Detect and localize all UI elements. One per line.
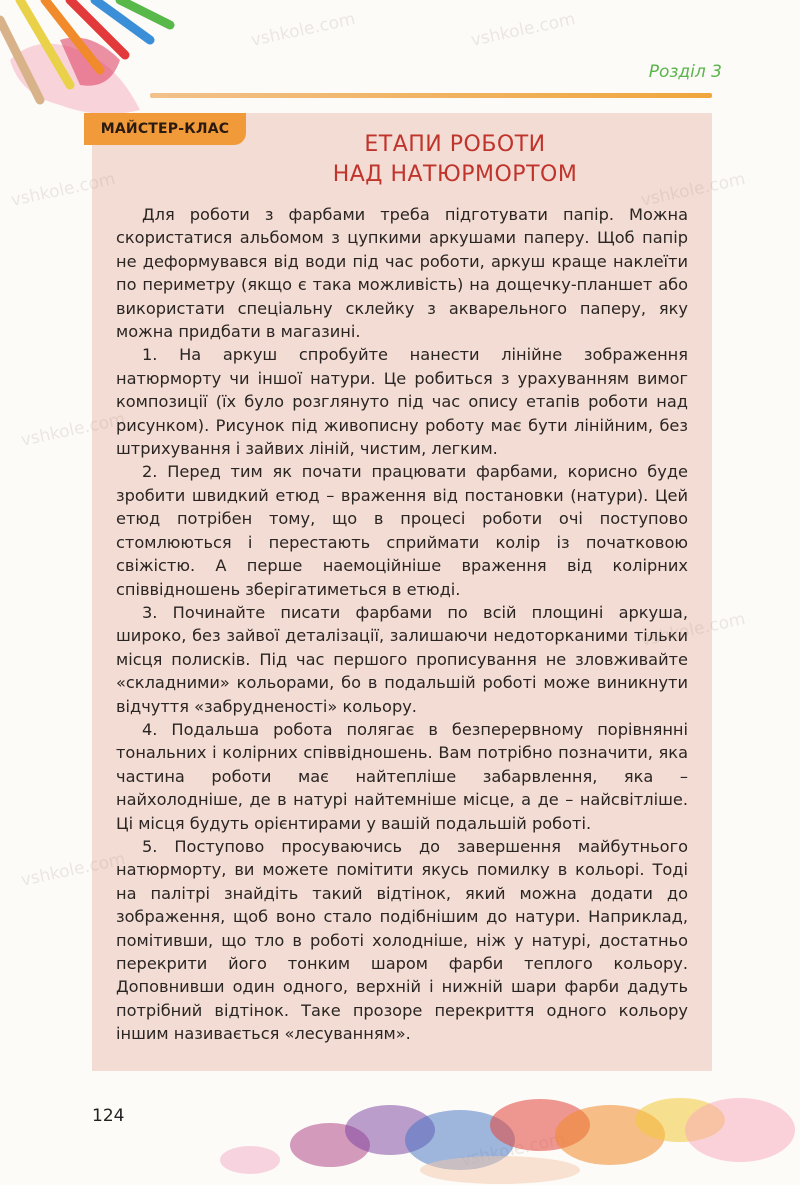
watermark: vshkole.com (249, 9, 358, 51)
pencils-illustration (0, 0, 190, 130)
header-rule (150, 93, 712, 98)
watermark: vshkole.com (19, 849, 128, 891)
paint-splash-decoration (0, 1090, 800, 1185)
body-text (116, 203, 688, 1046)
paragraph-intro: Для роботи з фарбами треба підготувати папір. Можна скористатися альбомом з цупкими аркушами паперу. Щоб папір не деформувався від води під час роботи, аркуш краще наклеїти по периметру (якщо є така можливість) на дощечку-планшет або використати спеціальну склейку з акварельного паперу, яку можна придбати в магазині. (116, 205, 688, 342)
page-title (250, 130, 660, 190)
section-label: Розділ 3 (648, 62, 722, 82)
title-line-2: НАД НАТЮРМОРТОМ (332, 162, 578, 187)
paragraph-step-3: 3. Починайте писати фарбами по всій площині аркуша, широко, без зайвої деталізації, залишаючи недоторканими тільки місця полисків. Під час першого прописування не зловживайте «складними» кольорами, бо в подальшій роботі може виникнути відчуття «забрудненості» кольору. (116, 602, 688, 716)
watermark: vshkole.com (459, 1129, 568, 1171)
watermark: vshkole.com (469, 9, 578, 51)
watermark: vshkole.com (9, 169, 118, 211)
master-class-tab: МАЙСТЕР-КЛАС (84, 113, 246, 145)
paragraph-step-1: 1. На аркуш спробуйте нанести лінійне зображення натюрморту чи іншої натури. Це робиться з урахуванням вимог композиції (їх було розглянуто під час опису етапів роботи над рисунком). Рисунок під живописну роботу має бути лінійним, без штрихування і зайвих ліній, чистим, легким. (116, 345, 688, 459)
paragraph-step-2: 2. Перед тим як почати працювати фарбами, корисно буде зробити швидкий етюд – враження від постановки (натури). Цей етюд потрібен тому, що в процесі роботи очі поступово стомлюються і перестають сприймати колір із початковою свіжістю. А перше наемоційніше враження від колірних співвідношень зберігатиметься в етюді. (116, 462, 688, 599)
title-line-1: ЕТАПИ РОБОТИ (364, 132, 546, 157)
watermark: vshkole.com (19, 409, 128, 451)
paragraph-step-4: 4. Подальша робота полягає в безперервному порівнянні тональних і колірних співвідношень. Вам потрібно позначити, яка частина роботи має найтепліше забарвлення, яка – найхолодніше, де в натурі найтемніше місце, а де – найсвітліше. Ці місця будуть орієнтирами у вашій подальшій роботі. (116, 719, 688, 833)
page-number: 124 (92, 1106, 125, 1126)
paragraph-step-5: 5. Поступово просуваючись до завершення майбутнього натюрморту, ви можете помітити якусь помилку в кольорі. Тоді на палітрі знайдіть такий відтінок, який можна додати до зображення, щоб воно стало подібнішим до натури. Наприклад, помітивши, що тло в роботі холодніше, ніж у натурі, достатньо перекрити його тонким шаром фарби теплого кольору. Доповнивши один одного, верхній і нижній шари фарби дадуть потрібний відтінок. Таке прозоре перекриття одного кольору іншим називається «лесуванням». (116, 836, 688, 1044)
